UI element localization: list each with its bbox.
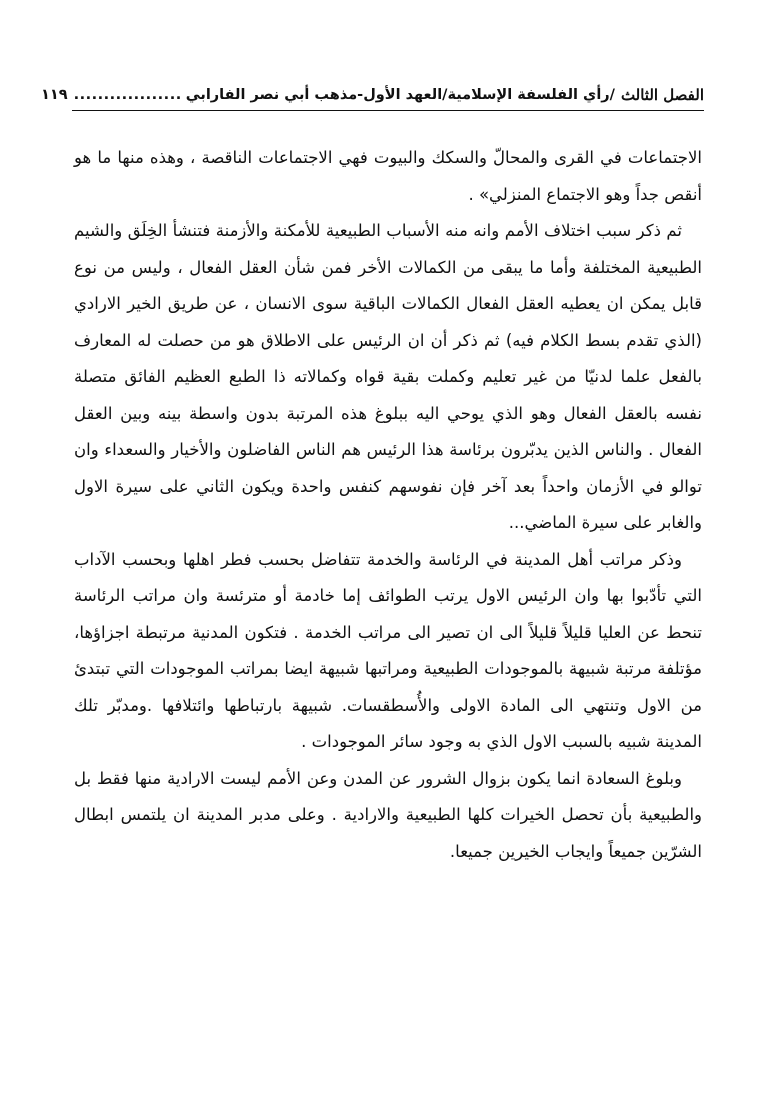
leader-dots: ..................: [73, 87, 182, 103]
page-number: ١١٩: [41, 87, 68, 103]
paragraph: الاجتماعات في القرى والمحالّ والسكك والبيوت فهي الاجتماعات الناقصة ، وهذه منها ما هو أنقص جداً وهو الاجتماع المنزلي» .: [74, 148, 702, 204]
chapter-heading: الفصل الثالث: [620, 86, 704, 104]
paragraph: وذكر مراتب أهل المدينة في الرئاسة والخدمة تتفاضل بحسب فطر اهلها وبحسب الآداب التي تأدّبوا بها وان الرئيس الاول يرتب الطوائف إما خادمة أو مترئسة وان مراتب الرئاسة تنحط عن العليا قليلاً قليلاً الى ان تصير الى مراتب الخدمة . فتكون المدنية مرتبطة اجزاؤها، مؤتلفة مرتبة شبيهة بالموجودات الطبيعية ومراتبها شبيهة ايضا بمراتب الموجودات التي تبتدئ من الاول وتنتهي الى المادة الاولى والأُسطقسات. شبيهة بارتباطها وائتلافها .ومدبّر تلك المدينة شبيه بالسبب الاول الذي به وجود سائر الموجودات .: [74, 549, 702, 751]
paragraph: وبلوغ السعادة انما يكون بزوال الشرور عن المدن وعن الأمم ليست الارادية منها فقط بل والطبيعية بأن تحصل الخيرات كلها الطبيعية والارادية . وعلى مدبر المدينة ان يلتمس ابطال الشرّين جميعاً وايجاب الخيرين جميعا.: [74, 768, 702, 861]
header-rule: [72, 110, 704, 111]
page-body: [74, 140, 702, 870]
section-title: /رأي الفلسفة الإسلامية/العهد الأول-مذهب أبي نصر الفارابي: [185, 87, 615, 103]
paragraph: ثم ذكر سبب اختلاف الأمم وانه منه الأسباب الطبيعية للأمكنة والأزمنة فتنشأ الخِلَق والشيم الطبيعية المختلفة وأما ما يبقى من الكمالات الأخر فمن شأن العقل الفعال ، وليس من نوع قابل يمكن ان يعطيه العقل الفعال الكمالات الباقية سوى الانسان ، عن طريق الخير الارادي (الذي تقدم بسط الكلام فيه) ثم ذكر أن ان الرئيس على الاطلاق هو من حصلت له المعارف بالفعل علما لدنيّا من غير تعليم وكملت بقية قواه وكمالاته ذا الطبع العظيم الفائق متصلة نفسه بالعقل الفعال وهو الذي يوحي اليه ببلوغ هذه المرتبة بدون واسطة بينه وبين العقل الفعال . والناس الذين يدبّرون برئاسة هذا الرئيس هم الناس الفاضلون والأخيار والسعداء وان توالو في الأزمان واحداً بعد آخر فإن نفوسهم كنفس واحدة ويكون الثاني على سيرة الاول والغابر على سيرة الماضي...: [74, 221, 702, 532]
running-header: [41, 82, 704, 108]
